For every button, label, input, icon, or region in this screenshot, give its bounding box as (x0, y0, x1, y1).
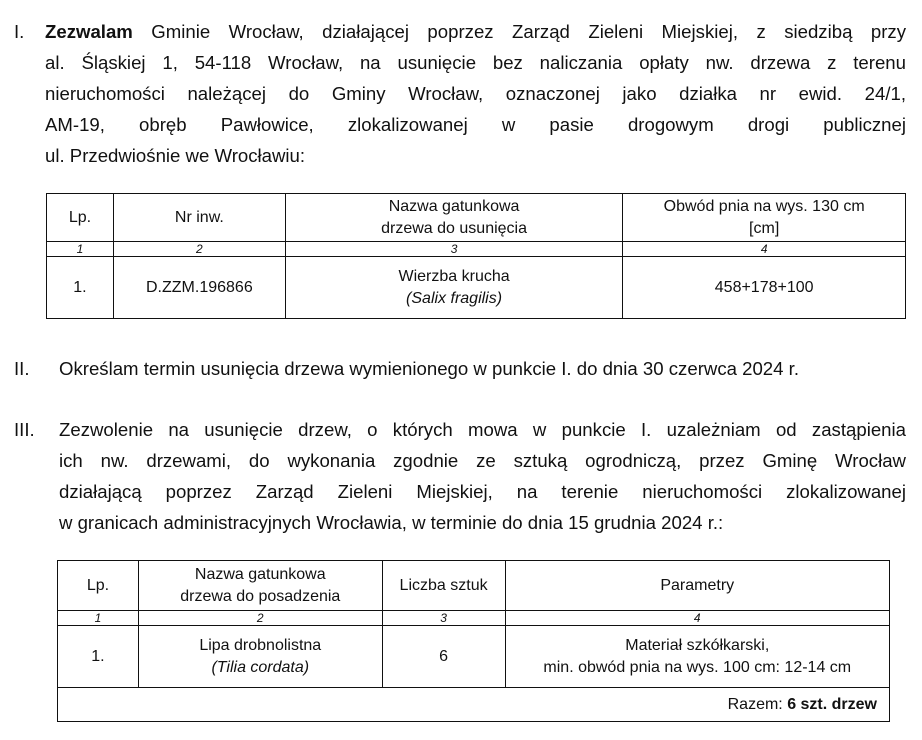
t2-header-count: Liczba sztuk (382, 561, 505, 611)
t1-row-lp: 1. (47, 257, 114, 319)
t2-row-lp: 1. (58, 626, 139, 688)
t2-header-params: Parametry (505, 561, 889, 611)
t2-header-name: Nazwa gatunkowa drzewa do posadzenia (138, 561, 382, 611)
section-3-line-3: działającą poprzez Zarząd Zieleni Miejskiej, na terenie nieruchomości zlokalizowanej (59, 481, 906, 502)
t1-index-3: 3 (285, 242, 623, 257)
section-3 (14, 414, 904, 544)
section-1-line-5: ul. Przedwiośnie we Wrocławiu: (45, 145, 306, 166)
t1-row-name: Wierzba krucha (Salix fragilis) (285, 257, 623, 319)
section-1-line-1: Zezwalam Gminie Wrocław, działającej poprzez Zarząd Zieleni Miejskiej, z siedzibą przy (45, 21, 906, 42)
t1-header-name: Nazwa gatunkowa drzewa do usunięcia (285, 194, 623, 242)
section-3-line-2: ich nw. drzewami, do wykonania zgodnie ze sztuką ogrodniczą, przez Gminę Wrocław (59, 450, 906, 471)
t1-index-4: 4 (623, 242, 906, 257)
t1-row-nr: D.ZZM.196866 (113, 257, 285, 319)
section-3-line-1: Zezwolenie na usunięcie drzew, o których mowa w punkcie I. uzależniam od zastąpienia (59, 419, 906, 440)
t2-row-count: 6 (382, 626, 505, 688)
section-2-number: II. (14, 358, 30, 379)
section-1-lead: Zezwalam (45, 21, 133, 42)
t1-header-nr: Nr inw. (113, 194, 285, 242)
trees-to-remove-table (46, 193, 906, 319)
t2-index-4: 4 (505, 611, 889, 626)
section-1-line-3: nieruchomości należącej do Gminy Wrocław, oznaczonej jako działka nr ewid. 24/1, (45, 83, 906, 104)
t2-index-3: 3 (382, 611, 505, 626)
t1-header-lp: Lp. (47, 194, 114, 242)
section-3-text (59, 414, 906, 538)
t1-index-2: 2 (113, 242, 285, 257)
t2-header-lp: Lp. (58, 561, 139, 611)
trees-to-plant-table (57, 560, 890, 722)
section-3-line-4: w granicach administracyjnych Wrocławia, w terminie do dnia 15 grudnia 2024 r.: (59, 512, 724, 533)
t2-total (58, 688, 890, 722)
table-row (58, 626, 890, 688)
table-row (47, 257, 906, 319)
t2-row-params: Materiał szkółkarski, min. obwód pnia na wys. 100 cm: 12-14 cm (505, 626, 889, 688)
section-2 (14, 353, 904, 385)
t2-index-2: 2 (138, 611, 382, 626)
section-3-number: III. (14, 419, 35, 440)
section-2-text: Określam termin usunięcia drzewa wymienionego w punkcie I. do dnia 30 czerwca 2024 r. (59, 358, 799, 379)
t2-total-label: Razem: (727, 695, 783, 713)
section-1-text (45, 16, 906, 171)
t2-row-name: Lipa drobnolistna (Tilia cordata) (138, 626, 382, 688)
t1-header-obwod: Obwód pnia na wys. 130 cm [cm] (623, 194, 906, 242)
t1-row-obwod: 458+178+100 (623, 257, 906, 319)
section-1-number: I. (14, 21, 25, 42)
t2-total-value: 6 szt. drzew (787, 695, 877, 713)
section-1-line-2: al. Śląskiej 1, 54-118 Wrocław, na usunięcie bez naliczania opłaty nw. drzewa z terenu (45, 52, 906, 73)
t1-index-1: 1 (47, 242, 114, 257)
section-1 (14, 16, 904, 176)
section-1-line-4: AM-19, obręb Pawłowice, zlokalizowanej w pasie drogowym drogi publicznej (45, 114, 906, 135)
t2-index-1: 1 (58, 611, 139, 626)
